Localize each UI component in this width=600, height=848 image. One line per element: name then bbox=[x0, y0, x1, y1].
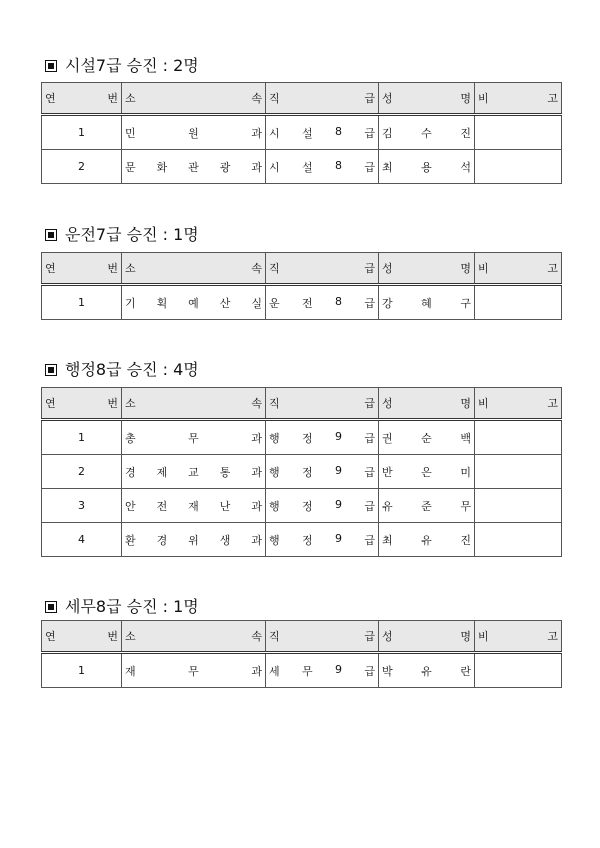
header-glyph: 고 bbox=[547, 92, 558, 105]
cell-text: 시 설 8 급 bbox=[269, 158, 375, 174]
header-glyph: 성 bbox=[382, 262, 393, 275]
cell-text: 기 획 예 산 실 bbox=[125, 296, 262, 310]
cell-dept bbox=[122, 653, 266, 688]
header-row bbox=[42, 388, 562, 420]
header-glyph: 비 bbox=[478, 92, 489, 105]
cell-text: 행 정 9 급 bbox=[269, 531, 375, 547]
cell-name bbox=[379, 285, 475, 320]
header-glyph: 소 bbox=[125, 397, 136, 410]
cell-note bbox=[475, 150, 562, 184]
header-name bbox=[379, 388, 475, 420]
header-glyph: 급 bbox=[364, 262, 375, 275]
cell-text: 세 무 9 급 bbox=[269, 662, 375, 678]
header-glyph: 비 bbox=[478, 397, 489, 410]
cell-name bbox=[379, 150, 475, 184]
cell-note bbox=[475, 653, 562, 688]
header-no bbox=[42, 621, 122, 653]
section-title bbox=[41, 359, 561, 381]
header-glyph: 소 bbox=[125, 262, 136, 275]
header-glyph: 직 bbox=[269, 397, 280, 410]
square-bullet-icon bbox=[45, 229, 57, 241]
cell-dept bbox=[122, 523, 266, 557]
cell-text: 유 준 무 bbox=[382, 499, 471, 513]
header-glyph: 번 bbox=[107, 262, 118, 275]
section-title-text: 행정8급 승진 : 4명 bbox=[65, 360, 199, 379]
header-note bbox=[475, 253, 562, 285]
header-no bbox=[42, 83, 122, 115]
cell-name bbox=[379, 115, 475, 150]
header-glyph: 번 bbox=[107, 630, 118, 643]
promotion-table bbox=[41, 82, 562, 184]
row-number: 3 bbox=[42, 489, 122, 523]
header-glyph: 속 bbox=[251, 262, 262, 275]
promotion-section bbox=[41, 55, 561, 174]
header-glyph: 명 bbox=[460, 262, 471, 275]
cell-note bbox=[475, 285, 562, 320]
square-bullet-icon bbox=[45, 364, 57, 376]
header-glyph: 소 bbox=[125, 630, 136, 643]
header-glyph: 성 bbox=[382, 397, 393, 410]
table-row bbox=[42, 653, 562, 688]
table-row bbox=[42, 420, 562, 455]
header-glyph: 명 bbox=[460, 397, 471, 410]
header-no bbox=[42, 388, 122, 420]
cell-dept bbox=[122, 115, 266, 150]
header-glyph: 속 bbox=[251, 397, 262, 410]
header-glyph: 소 bbox=[125, 92, 136, 105]
table-row bbox=[42, 150, 562, 184]
cell-text: 김 수 진 bbox=[382, 126, 471, 140]
header-no bbox=[42, 253, 122, 285]
cell-dept bbox=[122, 489, 266, 523]
cell-name bbox=[379, 653, 475, 688]
header-dept bbox=[122, 83, 266, 115]
cell-note bbox=[475, 420, 562, 455]
cell-note bbox=[475, 455, 562, 489]
header-row bbox=[42, 253, 562, 285]
cell-note bbox=[475, 523, 562, 557]
square-bullet-icon bbox=[45, 60, 57, 72]
section-title-text: 시설7급 승진 : 2명 bbox=[65, 56, 199, 75]
row-number: 2 bbox=[42, 150, 122, 184]
cell-text: 민 원 과 bbox=[125, 126, 262, 140]
promotion-section bbox=[41, 596, 561, 678]
header-glyph: 연 bbox=[45, 262, 56, 275]
header-note bbox=[475, 621, 562, 653]
cell-text: 환 경 위 생 과 bbox=[125, 533, 262, 547]
header-glyph: 연 bbox=[45, 92, 56, 105]
header-glyph: 비 bbox=[478, 262, 489, 275]
header-dept bbox=[122, 388, 266, 420]
section-title-text: 세무8급 승진 : 1명 bbox=[65, 597, 199, 616]
cell-grade bbox=[266, 115, 379, 150]
header-glyph: 고 bbox=[547, 630, 558, 643]
header-glyph: 속 bbox=[251, 92, 262, 105]
promotion-section bbox=[41, 359, 561, 547]
section-title bbox=[41, 55, 561, 77]
cell-text: 시 설 8 급 bbox=[269, 124, 375, 140]
header-glyph: 직 bbox=[269, 92, 280, 105]
header-glyph: 연 bbox=[45, 630, 56, 643]
cell-note bbox=[475, 115, 562, 150]
row-number: 1 bbox=[42, 285, 122, 320]
table-row bbox=[42, 523, 562, 557]
header-glyph: 성 bbox=[382, 92, 393, 105]
header-dept bbox=[122, 253, 266, 285]
section-title bbox=[41, 596, 561, 618]
promotion-table bbox=[41, 252, 562, 320]
cell-grade bbox=[266, 653, 379, 688]
cell-text: 행 정 9 급 bbox=[269, 429, 375, 445]
cell-grade bbox=[266, 523, 379, 557]
promotion-table bbox=[41, 387, 562, 557]
header-grade bbox=[266, 621, 379, 653]
header-glyph: 번 bbox=[107, 92, 118, 105]
cell-text: 행 정 9 급 bbox=[269, 497, 375, 513]
table-row bbox=[42, 455, 562, 489]
cell-text: 최 유 진 bbox=[382, 533, 471, 547]
cell-text: 운 전 8 급 bbox=[269, 294, 375, 310]
header-name bbox=[379, 253, 475, 285]
cell-name bbox=[379, 489, 475, 523]
header-glyph: 속 bbox=[251, 630, 262, 643]
header-name bbox=[379, 83, 475, 115]
cell-text: 권 순 백 bbox=[382, 431, 471, 445]
cell-name bbox=[379, 420, 475, 455]
cell-name bbox=[379, 523, 475, 557]
cell-text: 최 용 석 bbox=[382, 160, 471, 174]
header-glyph: 고 bbox=[547, 262, 558, 275]
row-number: 2 bbox=[42, 455, 122, 489]
cell-text: 박 유 란 bbox=[382, 664, 471, 678]
cell-text: 경 제 교 통 과 bbox=[125, 465, 262, 479]
header-glyph: 연 bbox=[45, 397, 56, 410]
cell-text: 강 혜 구 bbox=[382, 296, 471, 310]
table-row bbox=[42, 115, 562, 150]
header-glyph: 번 bbox=[107, 397, 118, 410]
row-number: 1 bbox=[42, 115, 122, 150]
cell-grade bbox=[266, 150, 379, 184]
row-number: 1 bbox=[42, 653, 122, 688]
row-number: 1 bbox=[42, 420, 122, 455]
header-dept bbox=[122, 621, 266, 653]
cell-grade bbox=[266, 420, 379, 455]
cell-dept bbox=[122, 150, 266, 184]
header-glyph: 성 bbox=[382, 630, 393, 643]
header-note bbox=[475, 83, 562, 115]
table-row bbox=[42, 489, 562, 523]
header-row bbox=[42, 83, 562, 115]
cell-text: 문 화 관 광 과 bbox=[125, 160, 262, 174]
header-glyph: 직 bbox=[269, 262, 280, 275]
header-glyph: 비 bbox=[478, 630, 489, 643]
header-glyph: 명 bbox=[460, 92, 471, 105]
row-number: 4 bbox=[42, 523, 122, 557]
promotion-table bbox=[41, 620, 562, 688]
header-glyph: 고 bbox=[547, 397, 558, 410]
header-note bbox=[475, 388, 562, 420]
header-glyph: 급 bbox=[364, 92, 375, 105]
header-grade bbox=[266, 388, 379, 420]
cell-grade bbox=[266, 489, 379, 523]
table-row bbox=[42, 285, 562, 320]
header-grade bbox=[266, 253, 379, 285]
promotion-section bbox=[41, 224, 561, 310]
header-glyph: 급 bbox=[364, 630, 375, 643]
cell-grade bbox=[266, 285, 379, 320]
header-glyph: 직 bbox=[269, 630, 280, 643]
cell-text: 행 정 9 급 bbox=[269, 463, 375, 479]
header-glyph: 명 bbox=[460, 630, 471, 643]
cell-grade bbox=[266, 455, 379, 489]
header-name bbox=[379, 621, 475, 653]
cell-name bbox=[379, 455, 475, 489]
header-row bbox=[42, 621, 562, 653]
header-glyph: 급 bbox=[364, 397, 375, 410]
section-title bbox=[41, 224, 561, 246]
section-title-text: 운전7급 승진 : 1명 bbox=[65, 225, 199, 244]
cell-text: 총 무 과 bbox=[125, 431, 262, 445]
cell-text: 안 전 재 난 과 bbox=[125, 499, 262, 513]
cell-dept bbox=[122, 455, 266, 489]
cell-dept bbox=[122, 420, 266, 455]
header-grade bbox=[266, 83, 379, 115]
square-bullet-icon bbox=[45, 601, 57, 613]
cell-text: 반 은 미 bbox=[382, 465, 471, 479]
cell-note bbox=[475, 489, 562, 523]
cell-dept bbox=[122, 285, 266, 320]
cell-text: 재 무 과 bbox=[125, 664, 262, 678]
